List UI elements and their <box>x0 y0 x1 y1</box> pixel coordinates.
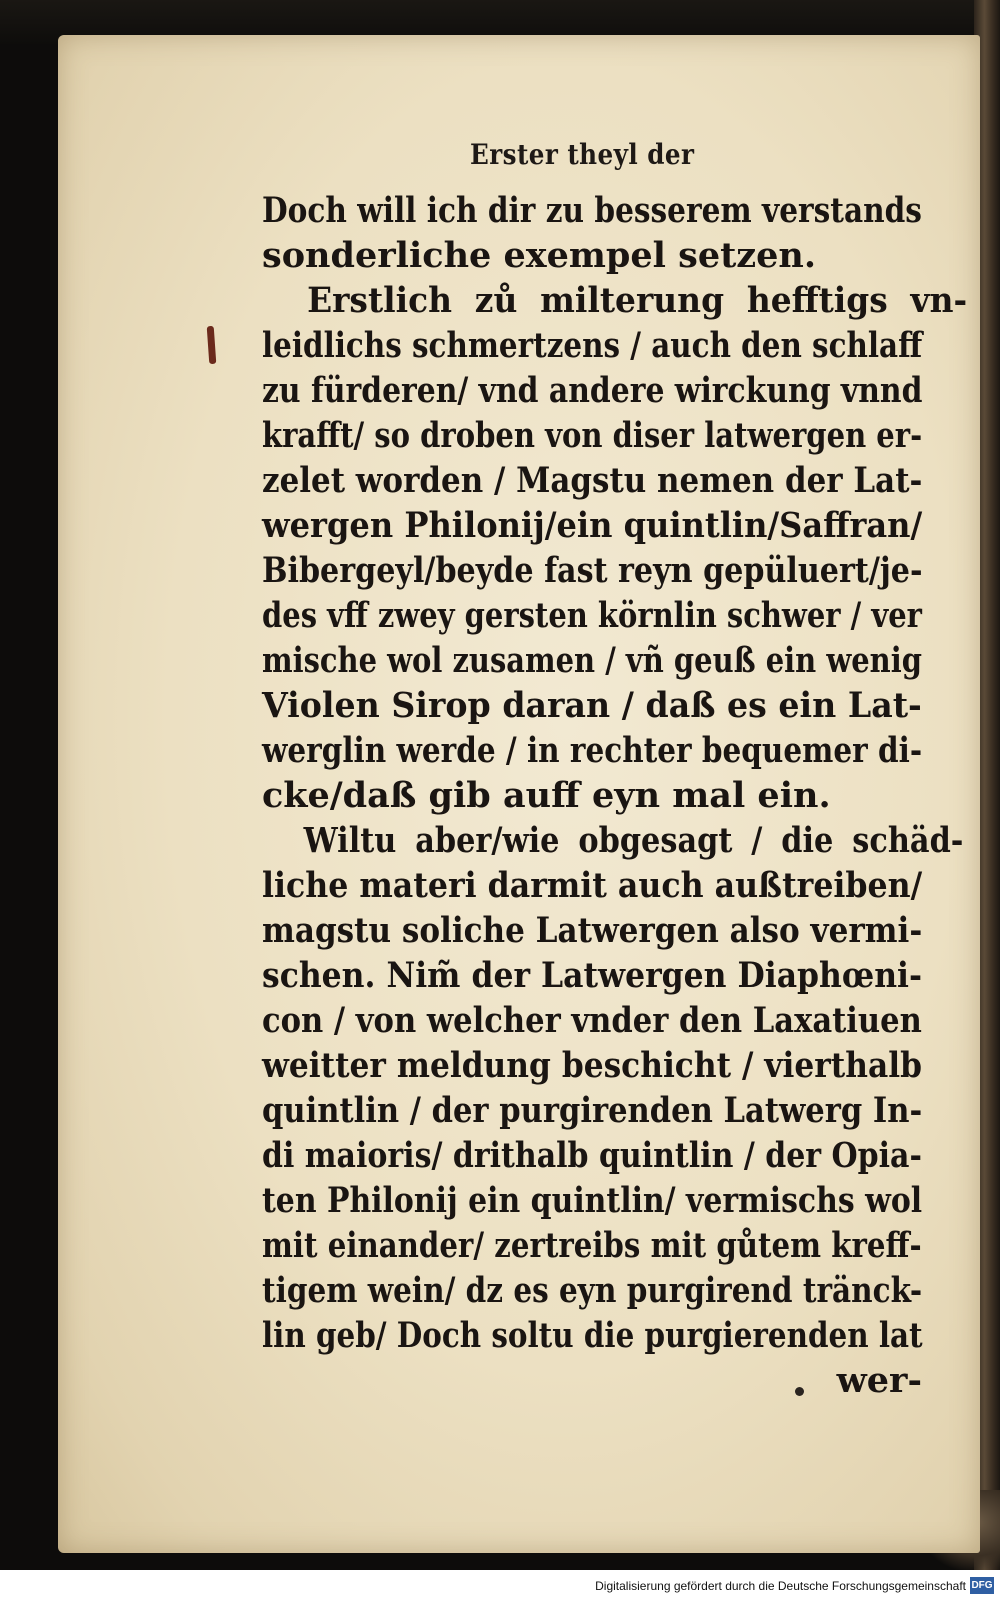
text-line: mische wol zusamen / vñ geuß ein wenig <box>262 640 922 681</box>
running-head: Erster theyl der <box>470 138 695 171</box>
page-text-block <box>262 188 968 1403</box>
dfg-logo: DFG <box>970 1577 994 1594</box>
text-line: werglin werde / in rechter bequemer di- <box>262 730 923 771</box>
text-line: zelet worden / Magstu nemen der Lat- <box>262 460 923 501</box>
text-line: zu fürderen/ vnd andere wirckung vnnd <box>262 370 923 411</box>
text-line: Wiltu aber/wie obgesagt / die schäd- <box>303 820 964 861</box>
footer-credit: Digitalisierung gefördert durch die Deutsche Forschungsgemeinschaft <box>595 1579 966 1593</box>
text-line: liche materi darmit auch außtreiben/ <box>262 865 923 906</box>
text-line: wergen Philonij/ein quintlin/Saffran/ <box>262 505 923 546</box>
text-line: ten Philonij ein quintlin/ vermischs wol <box>262 1180 923 1221</box>
text-line: Doch will ich dir zu besserem verstands <box>262 190 922 231</box>
text-line: quintlin / der purgirenden Latwerg In- <box>262 1090 923 1131</box>
text-line: lin geb/ Doch soltu die purgierenden lat <box>262 1315 923 1356</box>
text-line: tigem wein/ dz es eyn purgirend tränck- <box>262 1270 923 1311</box>
text-line: Erstlich zů milterung hefftigs vn- <box>307 280 968 321</box>
text-line: mit einander/ zertreibs mit gůtem kreff- <box>262 1225 922 1266</box>
text-line: cke/daß gib auff eyn mal ein. <box>262 775 831 816</box>
text-line: di maioris/ drithalb quintlin / der Opia- <box>262 1135 922 1176</box>
text-line: krafft/ so droben von diser latwergen er- <box>262 415 923 456</box>
text-line: wer- <box>836 1360 922 1401</box>
digitization-footer <box>0 1570 1000 1603</box>
text-line: weitter meldung beschicht / vierthalb <box>262 1045 922 1086</box>
text-line: Violen Sirop daran / daß es ein Lat- <box>262 685 922 726</box>
text-line: con / von welcher vnder den Laxatiuen <box>262 1000 922 1041</box>
text-line: Bibergeyl/beyde fast reyn gepüluert/je- <box>262 550 923 591</box>
text-line: magstu soliche Latwergen also vermi- <box>262 910 923 951</box>
text-line: leidlichs schmertzens / auch den schlaff <box>262 325 923 366</box>
text-line: schen. Nim̃ der Latwergen Diaphœni- <box>262 955 923 996</box>
text-line: des vff zwey gersten körnlin schwer / ver <box>262 595 922 636</box>
text-line: sonderliche exempel setzen. <box>262 235 817 276</box>
